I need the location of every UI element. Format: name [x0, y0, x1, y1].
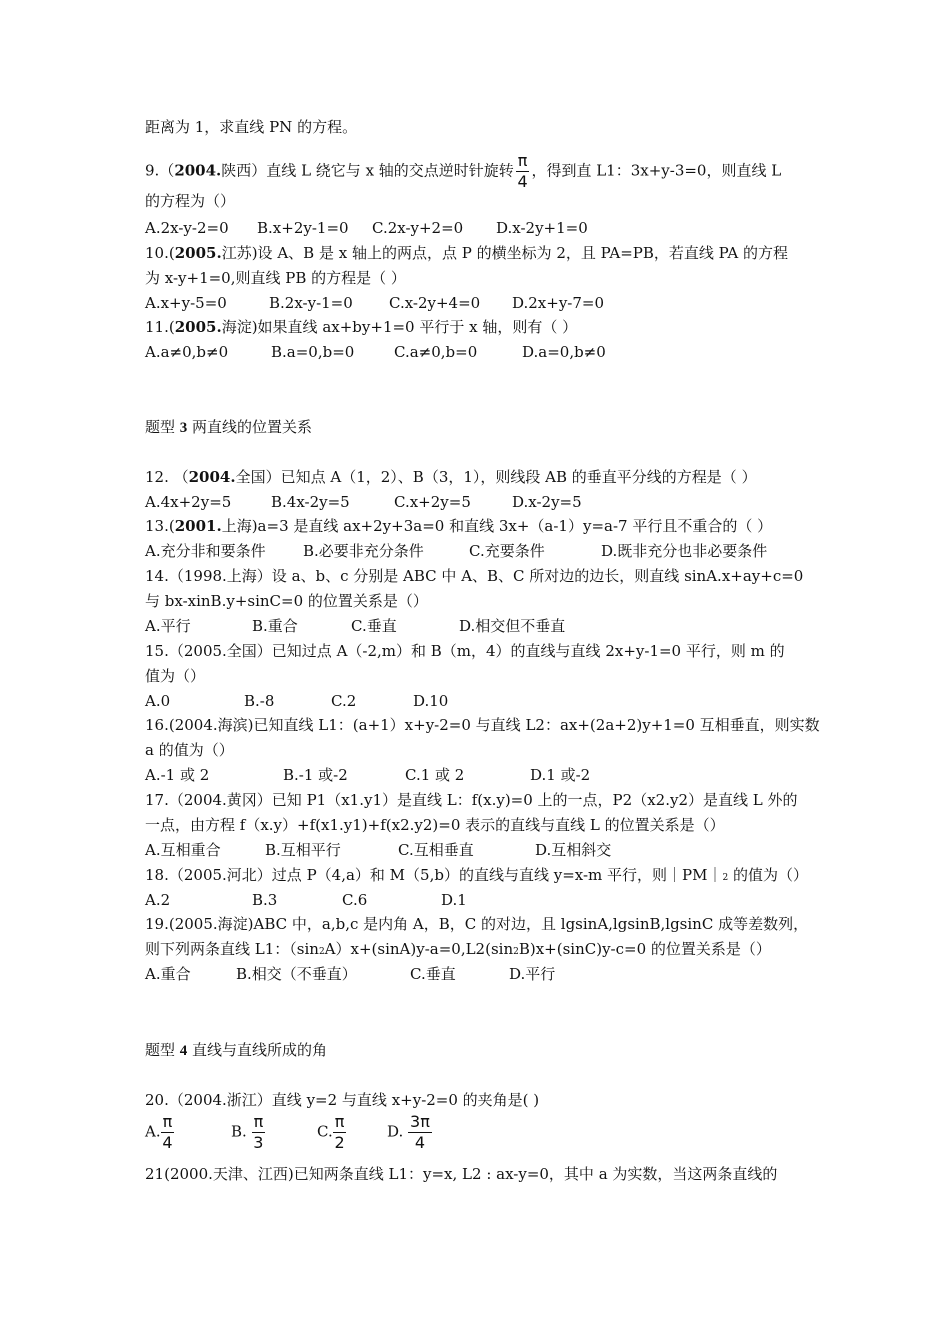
q20-option-c-label: C.	[317, 1122, 333, 1141]
q15-option-a: A.0	[145, 692, 171, 710]
q11-option-c: C.a≠0,b=0	[394, 343, 478, 361]
q9-option-a: A.2x-y-2=0	[145, 219, 229, 237]
q10-option-d: D.2x+y-7=0	[512, 294, 605, 312]
q14-option-d: D.相交但不垂直	[459, 617, 566, 635]
section-heading-3	[145, 417, 312, 438]
q10-option-b: B.2x-y-1=0	[269, 294, 353, 312]
question-17-line-1: 17.（2004.黄冈）已知 P1（x1.y1）是直线 L：f(x.y)=0 上的一点，P2（x2.y2）是直线 L 外的	[145, 791, 798, 809]
q13-option-a: A.充分非和要条件	[145, 542, 266, 560]
q20-b-den: 3	[253, 1133, 264, 1152]
q10-option-a: A.x+y-5=0	[145, 294, 227, 312]
q9-option-d: D.x-2y+1=0	[496, 219, 588, 237]
q20-c-num: π	[334, 1112, 345, 1131]
q18-text-post: 的值为（）	[728, 866, 808, 884]
q10-year: 2005.	[174, 244, 222, 262]
question-14-line-1: 14.（1998.上海）设 a、b、c 分别是 ABC 中 A、B、C 所对边的边长，则直线 sinA.x+ay+c=0	[145, 567, 804, 585]
q19-text-c: B)x+(sinC)y-c=0 的位置关系是（）	[518, 940, 771, 958]
q20-option-c-fraction	[333, 1114, 347, 1151]
question-16-line-2: a 的值为（）	[145, 741, 234, 759]
q18-option-a: A.2	[145, 891, 171, 909]
q13-prefix: 13.(	[145, 517, 175, 535]
q20-d-den: 4	[414, 1133, 426, 1152]
q20-option-a	[145, 1114, 174, 1151]
q16-option-b: B.-1 或-2	[283, 766, 348, 784]
q9-fraction	[516, 153, 530, 190]
question-14-line-2: 与 bx-xinB.y+sinC=0 的位置关系是（）	[145, 592, 428, 610]
question-15-line-2: 值为（）	[145, 667, 206, 685]
heading4-number: 4	[179, 1043, 188, 1059]
q10-text: 江苏)设 A、B 是 x 轴上的两点，点 P 的横坐标为 2，且 PA=PB，若直线 PA 的方程	[221, 244, 788, 262]
q9-option-b: B.x+2y-1=0	[257, 219, 349, 237]
heading3-title: 两直线的位置关系	[187, 418, 313, 436]
q11-option-a: A.a≠0,b≠0	[145, 343, 229, 361]
q20-option-a-fraction	[161, 1114, 175, 1151]
question-9-line-1	[145, 153, 781, 190]
q20-a-den: 4	[162, 1133, 173, 1152]
q11-text: 海淀)如果直线 ax+by+1=0 平行于 x 轴，则有（ ）	[221, 318, 578, 336]
q20-option-a-label: A.	[145, 1122, 161, 1141]
q16-option-c: C.1 或 2	[405, 766, 465, 784]
question-19-line-1: 19.(2005.海淀)ABC 中，a,b,c 是内角 A，B，C 的对边，且 lgsinA,lgsinB,lgsinC 成等差数列，	[145, 915, 809, 933]
q9-option-c: C.2x-y+2=0	[372, 219, 464, 237]
heading4-prefix: 题型	[145, 1041, 180, 1059]
heading4-title: 直线与直线所成的角	[187, 1041, 328, 1059]
question-15-line-1: 15.（2005.全国）已知过点 A（-2,m）和 B（m，4）的直线与直线 2x+y-1=0 平行，则 m 的	[145, 642, 785, 660]
question-12-line-1	[145, 467, 757, 487]
q12-option-c: C.x+2y=5	[394, 493, 471, 511]
q20-option-b-label: B.	[231, 1122, 252, 1141]
heading3-number: 3	[179, 420, 188, 436]
q20-c-den: 2	[334, 1133, 345, 1152]
question-18-line-1	[145, 865, 808, 888]
q19-text-b: A）x+(sinA)y-a=0,L2(sin	[324, 940, 514, 958]
q18-option-d: D.1	[441, 891, 467, 909]
q17-option-c: C.互相垂直	[398, 841, 474, 859]
q19-subscript-1: 2	[318, 947, 325, 957]
q13-text: 上海)a=3 是直线 ax+2y+3a=0 和直线 3x+（a-1）y=a-7 平行且不重合的（ ）	[221, 517, 773, 535]
q20-a-num: π	[162, 1112, 173, 1131]
q20-option-b	[231, 1114, 265, 1151]
question-21-line-1: 21(2000.天津、江西)已知两条直线 L1：y=x, L2 : ax-y=0，其中 a 为实数，当这两条直线的	[145, 1165, 778, 1183]
text-line-prev: 距离为 1，求直线 PN 的方程。	[145, 118, 358, 136]
q14-option-b: B.重合	[252, 617, 298, 635]
q14-option-a: A.平行	[145, 617, 191, 635]
q10-option-c: C.x-2y+4=0	[389, 294, 481, 312]
q12-year: 2004.	[188, 468, 236, 486]
q9-frac-den: 4	[517, 172, 528, 191]
q18-option-c: C.6	[342, 891, 368, 909]
q15-option-d: D.10	[413, 692, 449, 710]
q12-option-b: B.4x-2y=5	[271, 493, 350, 511]
question-19-line-2	[145, 939, 771, 962]
q11-option-d: D.a=0,b≠0	[522, 343, 606, 361]
q20-b-num: π	[253, 1112, 264, 1131]
q20-option-d-label: D.	[387, 1122, 409, 1141]
q18-text: 18.（2005.河北）过点 P（4,a）和 M（5,b）的直线与直线 y=x-m 平行，则｜PM｜	[145, 866, 723, 884]
q20-option-c	[317, 1114, 346, 1151]
q13-year: 2001.	[174, 517, 222, 535]
q10-prefix: 10.(	[145, 244, 175, 262]
q9-prefix: 9.（	[145, 161, 175, 180]
q9-frac-num: π	[517, 151, 528, 170]
q17-option-b: B.互相平行	[265, 841, 341, 859]
q9-text: 陕西）直线 L 绕它与 x 轴的交点逆时针旋转	[221, 161, 514, 180]
question-17-line-2: 一点，由方程 f（x.y）+f(x1.y1)+f(x2.y2)=0 表示的直线与直线 L 的位置关系是（）	[145, 816, 725, 834]
q18-option-b: B.3	[252, 891, 278, 909]
question-16-line-1: 16.(2004.海滨)已知直线 L1：(a+1）x+y-2=0 与直线 L2：ax+(2a+2)y+1=0 互相垂直，则实数	[145, 716, 820, 734]
q19-option-c: C.垂直	[410, 965, 456, 983]
q16-option-a: A.-1 或 2	[145, 766, 210, 784]
q13-option-b: B.必要非充分条件	[303, 542, 424, 560]
q17-option-d: D.互相斜交	[535, 841, 612, 859]
q14-option-c: C.垂直	[351, 617, 397, 635]
q12-option-a: A.4x+2y=5	[145, 493, 232, 511]
q19-option-d: D.平行	[509, 965, 556, 983]
q17-option-a: A.互相重合	[145, 841, 221, 859]
q12-option-d: D.x-2y=5	[512, 493, 582, 511]
q19-option-a: A.重合	[145, 965, 191, 983]
question-10-line-1	[145, 243, 788, 263]
q15-option-b: B.-8	[244, 692, 275, 710]
question-9-line-2: 的方程为（）	[145, 192, 236, 210]
q12-text: 全国）已知点 A（1，2）、B（3，1），则线段 AB 的垂直平分线的方程是（ ）	[235, 468, 757, 486]
q20-d-num: 3π	[410, 1112, 430, 1131]
question-13-line-1	[145, 516, 772, 536]
heading3-prefix: 题型	[145, 418, 180, 436]
q19-option-b: B.相交（不垂直）	[236, 965, 357, 983]
q12-prefix: 12. （	[145, 468, 189, 486]
q16-option-d: D.1 或-2	[530, 766, 591, 784]
q9-year: 2004.	[174, 161, 222, 180]
q15-option-c: C.2	[331, 692, 357, 710]
q13-option-c: C.充要条件	[469, 542, 545, 560]
q11-year: 2005.	[174, 318, 222, 336]
section-heading-4	[145, 1040, 327, 1061]
q19-subscript-2: 2	[513, 947, 519, 957]
question-10-line-2: 为 x-y+1=0,则直线 PB 的方程是（ ）	[145, 269, 406, 287]
q20-option-d-fraction	[408, 1114, 432, 1151]
q11-option-b: B.a=0,b=0	[271, 343, 355, 361]
q20-option-b-fraction	[252, 1114, 266, 1151]
q13-option-d: D.既非充分也非必要条件	[601, 542, 768, 560]
q19-text-a: 则下列两条直线 L1：（sin	[145, 940, 319, 958]
q9-text-post: ，得到直 L1：3x+y-3=0，则直线 L	[531, 161, 782, 180]
q18-subscript: 2	[722, 873, 729, 883]
q11-prefix: 11.(	[145, 318, 175, 336]
question-20-line-1: 20.（2004.浙江）直线 y=2 与直线 x+y-2=0 的夹角是( )	[145, 1091, 540, 1109]
q20-option-d	[387, 1114, 432, 1151]
question-11-line-1	[145, 317, 577, 337]
